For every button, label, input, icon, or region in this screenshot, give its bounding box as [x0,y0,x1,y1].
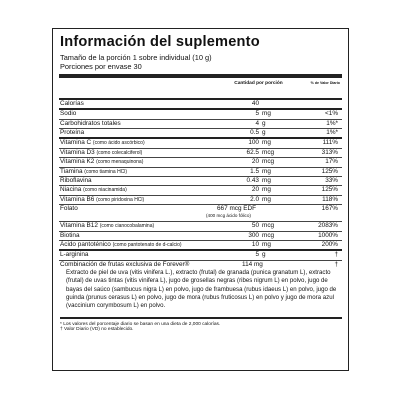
nutrient-note: (como pantotenato de d-calcio) [112,241,182,248]
nutrient-dv: 17% [325,158,338,166]
nutrient-amount: 2.0 [250,195,259,203]
nutrient-dv: 167% [321,205,338,213]
nutrient-unit: mcg [262,222,275,230]
nutrient-unit: mg [262,186,271,194]
nutrient-amount: 4 [255,119,259,127]
footnote-dagger: † Valor Diario (VD) no establecido. [60,327,134,333]
nutrient-amount: 0.5 [250,128,259,136]
nutrient-dv: 200% [321,240,338,248]
nutrient-row [59,158,342,167]
nutrient-name: Riboflavina [60,176,92,184]
nutrient-amount: 5 [255,110,259,118]
nutrient-dv: 1%* [326,119,338,127]
nutrient-unit: mcg [262,231,275,239]
nutrient-row [59,129,342,139]
nutrient-name: Folato [60,205,78,213]
nutrient-amount: 20 [251,186,259,194]
nutrient-name: Carbohidratos totales [60,119,121,127]
nutrient-unit: g [262,251,266,259]
nutrient-name: Vitamina B6 [60,195,95,203]
nutrient-name: Vitamina K2 [60,158,95,166]
nutrient-amount: 10 [251,240,259,248]
nutrient-dv: <1% [325,110,338,118]
supplement-facts-panel [52,28,349,371]
dv-header: % de Valor Diario [310,80,340,85]
nutrient-dv: 2083% [318,222,338,230]
nutrient-name: Biotina [60,231,80,239]
nutrient-note: (como niacinamida) [83,187,127,194]
nutrient-name: Ácido pantoténico [60,240,111,248]
nutrient-amount: 62.5 [246,148,259,156]
nutrient-amount: 50 [251,222,259,230]
nutrient-row [59,186,342,195]
nutrient-row [59,232,342,241]
nutrient-dv: † [334,251,338,259]
nutrient-row [59,168,342,177]
nutrient-unit: mg [262,139,271,147]
nutrient-row-arginine [59,251,342,260]
fruit-blend [59,261,342,311]
nutrient-unit: mg [262,240,271,248]
nutrient-dv: 1000% [318,231,338,239]
nutrient-dv: 111% [322,139,338,147]
nutrient-amount: 1.5 [250,167,259,175]
nutrient-note: (como menaquinona) [96,159,144,166]
nutrient-name: Vitamina C [60,139,92,147]
nutrient-row [59,120,342,129]
nutrient-row [59,139,342,148]
nutrient-dv: 125% [321,186,338,194]
folate-subnote: (400 mcg ácido fólico) [206,213,251,219]
nutrient-amount: 40 [251,99,259,107]
blend-description: Extracto de piel de uva (vitis vinifera L.), extracto (frutal) de granada (punica granatum L), extracto (frutal) de uvas tintas (vitis vinifera L), jugo de grosellas negras (ribes nigrum L) en polvo, jugo de bayas del saúco (sambucus nigra L) en polvo, jugo de frambuesa (rubus idaeus L) en polvo, jugo de guinda (prunus cerasus L) en polvo, jugo de mora (rubus fruticosus L) en polvo y jugo de mora azul (vaccinium corymbosum L) en polvo. [66,269,337,310]
nutrient-amount: 20 [251,158,259,166]
panel-title: Información del suplemento [60,34,260,50]
nutrient-row [59,177,342,186]
nutrient-amount: 667 mcg EDF [217,205,257,213]
nutrient-row [59,149,342,158]
nutrient-note: (como piridoxina HCl) [96,196,145,203]
nutrient-note: (como ácido ascórbico) [92,140,145,147]
blend-amount: 114 mg [242,260,263,268]
servings-per-container: Porciones por envase 30 [60,62,142,72]
nutrient-name: Calorías [60,99,84,107]
nutrient-note: (como cianocobalamina) [99,223,155,230]
nutrient-name: Tiamina [60,167,83,175]
amount-header: Cantidad por porción [234,80,283,86]
nutrient-amount: 5 [255,251,259,259]
nutrient-name: L-arginina [60,251,89,259]
nutrient-row [59,110,342,119]
nutrient-amount: 100 [248,139,259,147]
nutrient-row [59,196,342,205]
nutrient-dv: 125% [321,167,338,175]
nutrient-rows [59,100,342,205]
nutrient-unit: mcg [262,148,275,156]
nutrient-unit: g [262,128,266,136]
serving-size: Tamaño de la porción 1 sobre individual (10 g) [60,53,212,62]
footnote-dv-basis: * Los valores del porcentaje diario se basan en una dieta de 2,000 calorías. [60,321,221,327]
nutrient-dv: 118% [322,195,338,203]
blend-name: Combinación de frutas exclusiva de Forever® [60,260,190,268]
nutrient-dv: 33% [325,176,338,184]
nutrient-note: (como colecalciferol) [96,149,143,156]
nutrient-unit: mg [262,176,271,184]
blend-dv: † [334,260,338,268]
nutrient-row [59,100,342,110]
nutrient-unit: mg [262,195,271,203]
footnotes [60,317,342,333]
nutrient-unit: mg [262,167,271,175]
nutrient-name: Sodio [60,110,77,118]
nutrient-unit: mcg [262,158,275,166]
nutrient-name: Niacina [60,186,82,194]
nutrient-rows-2 [59,222,342,251]
nutrient-note: (como tiamina HCl) [84,168,128,175]
nutrient-amount: 0.43 [246,176,259,184]
nutrient-row [59,241,342,251]
nutrient-dv: 1%* [326,128,338,136]
nutrient-unit: mg [262,110,271,118]
nutrient-unit: g [262,119,266,127]
nutrient-name: Vitamina B12 [60,222,98,230]
nutrient-name: Proteína [60,128,85,136]
nutrient-dv: 313% [321,148,338,156]
column-header [59,78,342,98]
nutrient-row-folate [59,205,342,222]
nutrient-amount: 300 [248,231,259,239]
nutrient-row [59,222,342,231]
nutrient-name: Vitamina D3 [60,148,95,156]
